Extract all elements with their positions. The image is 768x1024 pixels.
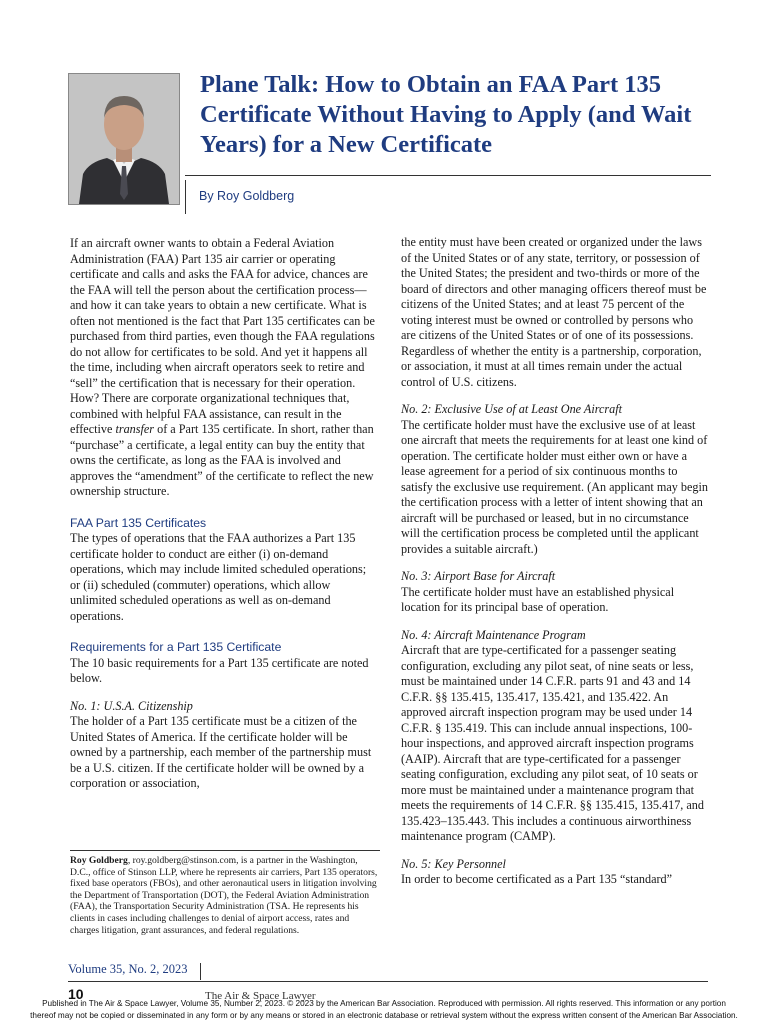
intro-text-part-1: If an aircraft owner wants to obtain a Federal Aviation Administration (FAA) Part 135 air carrier or operating certificate and calls and asks the FAA for advice, chances are the FAA will tell the person about the certification process—and how it can take years to obtain a new certificate. What is often not mentioned is the fact that Part 135 certificates can be purchased from third parties, even though the FAA regulations do not allow for certificates to be sold. And yet it happens all the time, including when aircraft operators seek to retire and “sell” the certification that is necessary for their operation. How? There are corporate organizational techniques that, combined with helpful FAA assistance, can result in the effective bbox=[70, 236, 375, 436]
section-heading-part-135-certificates: FAA Part 135 Certificates bbox=[70, 515, 207, 530]
right-column bbox=[401, 235, 709, 888]
intro-text-part-2: of a Part 135 certificate. In short, rather than “purchase” a certificate, a legal entity can buy the entity that owns the certificate, as long as the FAA is involved and approves the “amendment” of the certificate to reflect the new ownership structure. bbox=[70, 422, 374, 498]
footer-volume: Volume 35, No. 2, 2023 bbox=[68, 962, 188, 976]
article-title: Plane Talk: How to Obtain an FAA Part 135 Certificate Without Having to Apply (and Wait Years) for a New Certificate bbox=[200, 71, 692, 158]
left-column bbox=[70, 236, 378, 792]
permission-line-2: thereof may not be copied or disseminated in any form or by any means or stored in an electronic database or retrieval system without the express written consent of the American Bar Association. bbox=[30, 1011, 738, 1020]
subheading-citizenship: No. 1: U.S.A. Citizenship bbox=[70, 698, 193, 713]
bio-author-name: Roy Goldberg bbox=[70, 855, 128, 866]
subheading-exclusive-use: No. 2: Exclusive Use of at Least One Aircraft bbox=[401, 402, 623, 416]
paragraph-exclusive-use: The certificate holder must have the exclusive use of at least one aircraft that meets the requirements for at least one kind of operation. The certificate holder must either own or have a lease agreement for a period of six continuous months to satisfy the exclusive use requirement. (An applicant may begin the certification process with a letter of intent showing that an aircraft will be purchased or leased, but in no circumstance will the certification process be completed until the applicant provides a suitable aircraft.) bbox=[401, 417, 708, 556]
title-divider bbox=[185, 175, 711, 176]
paragraph-citizenship: The holder of a Part 135 certificate must be a citizen of the United States of America. If the certificate holder will be owned by a partnership, each member of the partnership must be a U.S. citizen. If the certificate holder will be owned by a corporation or association, bbox=[70, 714, 372, 790]
subheading-airport-base: No. 3: Airport Base for Aircraft bbox=[401, 569, 556, 583]
permission-notice bbox=[0, 998, 768, 1022]
bio-text: , roy.goldberg@stinson.com, is a partner in the Washington, D.C., office of Stinson LLP, where he represents air carriers, Part 135 operators, fixed base operators (FBOs), and other aeronautical users in litigation involving the Department of Transportation (DOT), the Federal Aviation Administration (FAA), the Transportation Security Administration (TSA. He represents his clients in cases including challenges to denial of airport access, rates and charges litigation, grant assurances, and federal regulations. bbox=[70, 855, 378, 936]
subheading-maintenance-program: No. 4: Aircraft Maintenance Program bbox=[401, 627, 586, 642]
paragraph-key-personnel: In order to become certificated as a Part 135 “standard” bbox=[401, 872, 673, 886]
section-heading-requirements: Requirements for a Part 135 Certificate bbox=[70, 640, 282, 654]
footer-vertical-divider bbox=[200, 963, 201, 980]
intro-paragraph bbox=[70, 236, 378, 500]
intro-italic-word: transfer bbox=[115, 422, 155, 436]
paragraph-citizenship-continued: the entity must have been created or organized under the laws of the United States or of any state, territory, or possession of the United States; the president and two-thirds or more of the board of directors and other managing officers thereof must be citizens of the United States; and at least 75 percent of the voting interest must be owned or controlled by persons who are citizens of the United States or of one of its possessions. Regardless of whether the entity is a partnership, corporation, or association, it must at all times remain under the actual control of U.S. citizens. bbox=[401, 235, 707, 389]
paragraph-maintenance-program: Aircraft that are type-certificated for a passenger seating configuration, excluding any pilot seat, of nine seats or less, must be maintained under 14 C.F.R. parts 91 and 43 and 14 C.F.R. §§ 135.415, 135.417, 135.421, and 135.422. An approved aircraft inspection program may be used under 14 C.F.R. § 135.419. This can include annual inspections, 100-hour inspections, and approved aircraft inspection programs (AAIP). Aircraft that are type-certificated for a passenger seating configuration, excluding any pilot seat, of 10 seats or more must be maintained under a maintenance program that meets the requirements of 14 C.F.R. §§ 135.415, 135.417, and 135.423–135.443. This includes a continuous airworthiness maintenance program (CAMP). bbox=[401, 643, 704, 843]
paragraph-operation-types: The types of operations that the FAA authorizes a Part 135 certificate holder to conduct are either (i) on-demand operations, which may include limited scheduled operations; or (ii) scheduled (commuter) operations, which allow unlimited scheduled operations as well as on-demand operations. bbox=[70, 531, 367, 623]
subheading-key-personnel: No. 5: Key Personnel bbox=[401, 856, 506, 871]
paragraph-requirements-intro: The 10 basic requirements for a Part 135 certificate are noted below. bbox=[70, 655, 369, 685]
permission-line-1: Published in The Air & Space Lawyer, Volume 35, Number 2, 2023. © 2023 by the American Bar Association. Reproduced with permission. All rights reserved. This information or any portion bbox=[42, 999, 726, 1008]
page-number: 10 bbox=[68, 986, 84, 1002]
paragraph-airport-base: The certificate holder must have an established physical location for its principal base of operation. bbox=[401, 584, 675, 614]
author-portrait-illustration bbox=[69, 74, 179, 204]
author-bio bbox=[70, 855, 380, 936]
footer-divider bbox=[68, 981, 708, 982]
bio-divider bbox=[70, 850, 380, 851]
journal-name: The Air & Space Lawyer bbox=[205, 990, 316, 1002]
author-photo bbox=[68, 73, 180, 205]
byline-divider bbox=[185, 180, 186, 214]
byline: By Roy Goldberg bbox=[199, 189, 295, 203]
